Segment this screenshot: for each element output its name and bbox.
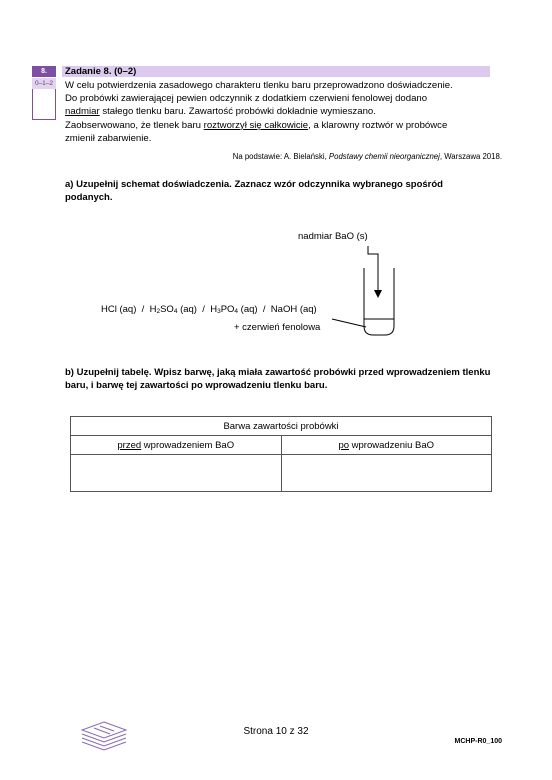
column-after-rest: wprowadzeniu BaO bbox=[349, 439, 435, 451]
document-code: MCHP-R0_100 bbox=[454, 738, 502, 745]
column-before-rest: wprowadzeniem BaO bbox=[141, 439, 235, 451]
intro-line-2: Do probówki zawierającej pewien odczynnik z dodatkiem czerwieni fenolowej dodano bbox=[65, 93, 428, 105]
task-number: 8. bbox=[32, 66, 56, 77]
answer-before-cell[interactable] bbox=[71, 455, 282, 492]
test-tube bbox=[364, 268, 394, 335]
reagent-h3po4[interactable]: $H_3PO_4$ (aq) bbox=[210, 304, 258, 315]
arrow-head bbox=[374, 290, 382, 298]
source-suffix: , Warszawa 2018. bbox=[439, 152, 502, 161]
source-citation bbox=[233, 152, 502, 161]
underlined-dissolved: roztworzył się całkowicie bbox=[203, 119, 309, 131]
intro-line-4-end: , a klarowny roztwór w probówce bbox=[308, 119, 448, 131]
intro-line-4-start: Zaobserwowano, że tlenek baru bbox=[65, 119, 204, 131]
underlined-after: po bbox=[338, 439, 350, 451]
intro-line-3-rest: stałego tlenku baru. Zawartość probówki dokładnie wymieszano. bbox=[99, 106, 376, 118]
color-table bbox=[70, 416, 492, 492]
reagent-h2so4[interactable]: $H_2SO_4$ (aq) bbox=[149, 304, 197, 315]
task-title: Zadanie 8. (0–2) bbox=[65, 66, 137, 77]
part-b-instruction: b) Uzupełnij tabelę. Wpisz barwę, jaką miała zawartość probówki przed wprowadzeniem tlenku baru, i barwę tej zawartości po wprowadzeniu tlenku baru. bbox=[65, 367, 491, 391]
underlined-nadmiar: nadmiar bbox=[65, 106, 100, 118]
answer-after-cell[interactable] bbox=[281, 455, 492, 492]
added-substance-label: nadmiar BaO (s) bbox=[298, 231, 368, 242]
source-prefix: Na podstawie: A. Bielański, bbox=[232, 152, 329, 161]
column-after-header bbox=[281, 436, 492, 455]
pointer-line bbox=[332, 319, 366, 327]
score-range: 0–1–2 bbox=[32, 78, 56, 89]
task-intro bbox=[65, 79, 495, 145]
source-book-title: Podstawy chemii nieorganicznej bbox=[328, 152, 440, 161]
table-header: Barwa zawartości probówki bbox=[71, 417, 492, 436]
reagent-options[interactable]: HCl $(aq) / H_2SO_4$ $(aq) / H_3PO_4$ (aq) / NaOH (aq) bbox=[101, 304, 317, 315]
indicator-label: + czerwień fenolowa bbox=[234, 322, 321, 333]
part-a-instruction: a) Uzupełnij schemat doświadczenia. Zaznacz wzór odczynnika wybranego spośród podanych. bbox=[65, 179, 443, 203]
intro-line-3 bbox=[65, 105, 495, 118]
intro-line-4 bbox=[65, 119, 495, 132]
intro-line-5: zmienił zabarwienie. bbox=[65, 132, 152, 144]
arrow-line bbox=[368, 246, 378, 296]
reagent-hcl[interactable]: HCl (aq) bbox=[101, 304, 137, 315]
column-before-header bbox=[71, 436, 282, 455]
page-number: Strona 10 z 32 bbox=[243, 726, 309, 737]
underlined-before: przed bbox=[117, 439, 142, 451]
reagent-naoh[interactable]: NaOH (aq) bbox=[270, 304, 317, 315]
intro-line-1: W celu potwierdzenia zasadowego charakteru tlenku baru przeprowadzono doświadczenie. bbox=[65, 80, 453, 91]
